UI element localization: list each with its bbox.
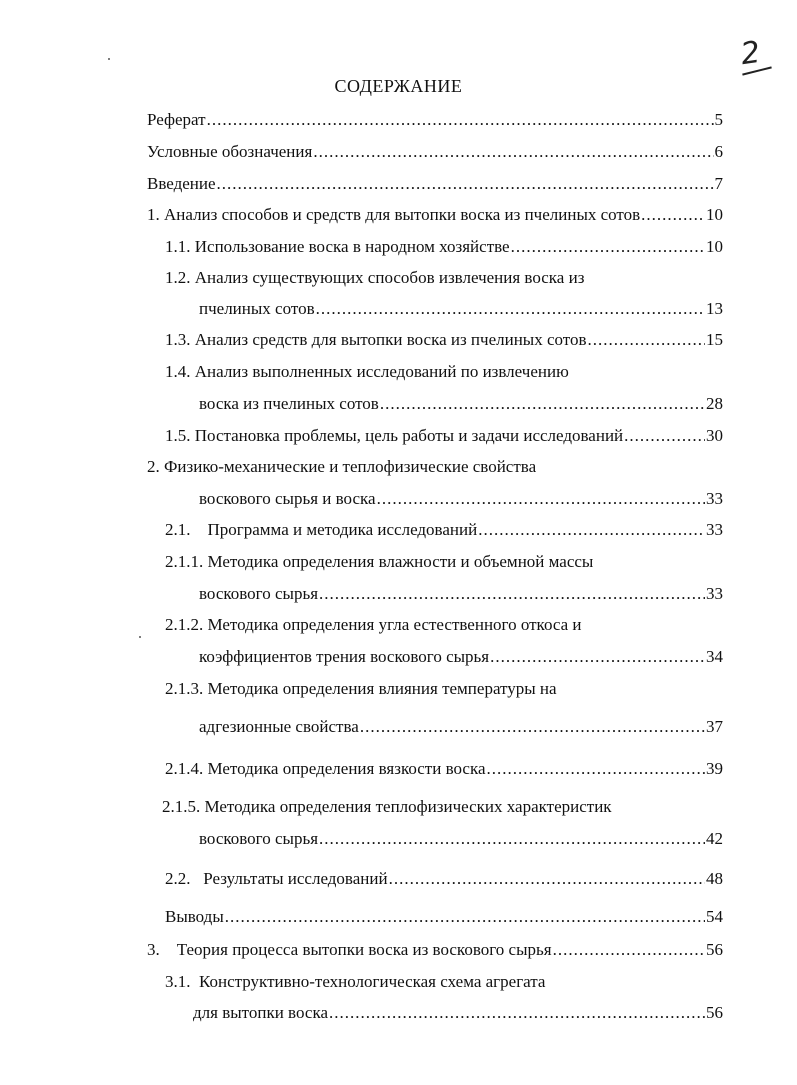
toc-entry-referat: Реферат ..... 5 <box>147 110 723 130</box>
toc-entry-1-2-first-line: 1.2. Анализ существующих способов извлечения воска из <box>165 268 585 287</box>
toc-entry-1-4-first-line: 1.4. Анализ выполненных исследований по извлечению <box>165 362 569 381</box>
toc-entry-2-1-3: адгезионные свойства ..... 37 <box>199 717 723 737</box>
toc-entry-2-2: 2.2. Результаты исследований ..... 48 <box>165 869 723 889</box>
toc-entry-1-4: воска из пчелиных сотов ..... 28 <box>199 394 723 414</box>
toc-entry-2-1-1-first-line: 2.1.1. Методика определения влажности и объемной массы <box>165 552 594 571</box>
toc-entry-1-3: 1.3. Анализ средств для вытопки воска из пчелиных сотов ..... 15 <box>165 330 723 350</box>
toc-entry-2-1-5-first-line: 2.1.5. Методика определения теплофизических характеристик <box>162 797 612 816</box>
toc-entry-2-1-1: воскового сырья ..... 33 <box>199 584 723 604</box>
toc-entry-2-1-2: коэффициентов трения воскового сырья ..... 34 <box>199 647 723 667</box>
toc-entry-2-1-2-first-line: 2.1.2. Методика определения угла естественного откоса и <box>165 615 582 634</box>
toc-entry-2-1-5: воскового сырья ..... 42 <box>199 829 723 849</box>
page-title: СОДЕРЖАНИЕ <box>334 76 463 96</box>
toc-entry-vvedenie: Введение ..... 7 <box>147 174 723 194</box>
toc-entry-1-2: пчелиных сотов ..... 13 <box>199 299 723 319</box>
toc-entry-oboznacheniya: Условные обозначения ..... 6 <box>147 142 723 162</box>
handwritten-page-number: 2 <box>738 34 763 73</box>
toc-entry-section-2: воскового сырья и воска ..... 33 <box>199 489 723 509</box>
toc-entry-3-1: для вытопки воска ..... 56 <box>193 1003 723 1023</box>
toc-entry-2-1-3-first-line: 2.1.3. Методика определения влияния температуры на <box>165 679 557 698</box>
toc-entry-vyvody: Выводы ..... 54 <box>165 907 723 927</box>
toc-entry-section-3: 3. Теория процесса вытопки воска из воскового сырья ..... 56 <box>147 940 723 960</box>
toc-entry-section-1: 1. Анализ способов и средств для вытопки воска из пчелиных сотов ..... 10 <box>147 205 723 225</box>
toc-entry-1-1: 1.1. Использование воска в народном хозяйстве ..... 10 <box>165 237 723 257</box>
toc-entry-section-2-first-line: 2. Физико-механические и теплофизические свойства <box>147 457 537 476</box>
toc-entry-3-1-first-line: 3.1. Конструктивно-технологическая схема агрегата <box>165 972 546 991</box>
toc-entry-2-1: 2.1. Программа и методика исследований ..... 33 <box>165 520 723 540</box>
toc-entry-1-5: 1.5. Постановка проблемы, цель работы и задачи исследований ..... 30 <box>165 426 723 446</box>
toc-entry-2-1-4: 2.1.4. Методика определения вязкости воска ..... 39 <box>165 759 723 779</box>
